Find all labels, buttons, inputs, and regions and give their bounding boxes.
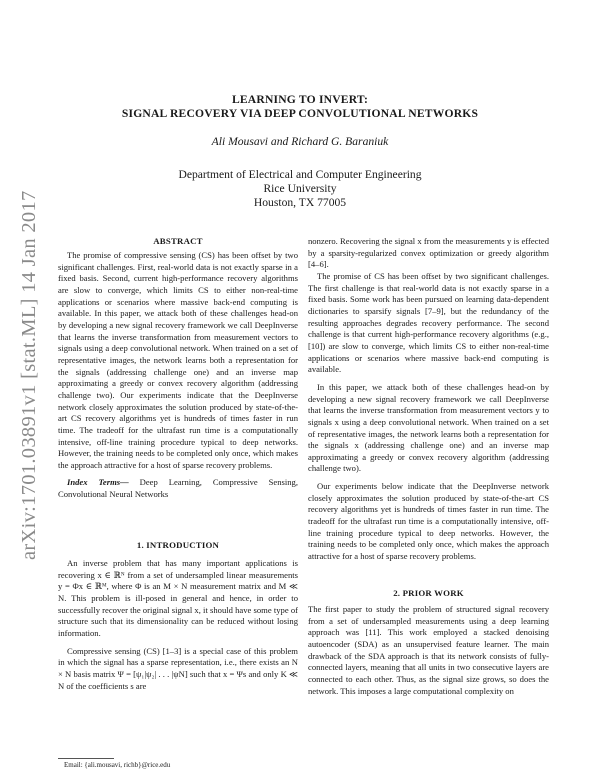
right-paragraph-this-paper: In this paper, we attack both of these challenges head-on by developing a new signal recovery framework we call DeepInverse that learns the inverse transformation from measurement vectors y to signals x using a deep convolutional network. When trained on a set of representative images, the network learns both a representation for the signals x (addressing challenge one) and an inverse map approximating a greedy or convex recovery algorithm (addressing challenge two). [308,381,549,474]
abstract-heading: ABSTRACT [153,236,203,246]
affiliation-city: Houston, TX 77005 [253,196,347,209]
introduction-body [58,558,298,692]
index-terms-text: Deep Learning, Compressive Sensing, Convolutional Neural Networks [58,477,299,500]
index-terms [58,477,298,500]
abstract-text: The promise of compressive sensing (CS) has been offset by two significant challenges. First, real-world data is not exactly sparse in a fixed basis. Second, current high-performance recovery algorithms are slow to converge, which limits CS to either non-real-time applications or scenarios where massive back-end computing is available. In this paper, we attack both of these challenges head-on by developing a new signal recovery framework we call DeepInverse that learns the inverse transformation from measurement vectors to signals using a deep convolutional network. When trained on a set of representative images, the network learns both a representation for the signals (addressing challenge one) and an inverse map approximating a greedy or convex recovery algorithm (addressing challenge two). Our experiments indicate that the DeepInverse network closely approximates the solution produced by state-of-the-art CS recovery algorithms yet is hundreds of times faster in run time. The tradeoff for the ultrafast run time is a computationally intensive, off-line training procedure typical to deep networks. However, the training needs to be completed only once, which makes the approach attractive for a host of sparse recovery problems. [58,250,298,470]
footnote-email: Email: {ali.mousavi, richb}@rice.edu [64,761,171,769]
prior-work-heading: 2. PRIOR WORK [393,588,464,598]
right-column [308,236,549,563]
intro-paragraph-1: An inverse problem that has many important applications is recovering x ∈ ℝᴺ from a set of undersampled linear measurements y = Φx ∈ ℝᴹ, where Φ is an M × N measurement matrix and M ≪ N. This problem is ill-posed in general and hence, in order to successfully recover the original signal x, it should have some type of structure such that its dimensionality can be reduced without losing information. [58,558,298,638]
index-terms-label: Index Terms— [67,477,129,488]
paper-title-line-1: LEARNING TO INVERT: [231,93,369,106]
prior-work-text: The first paper to study the problem of structured signal recovery from a set of undersampled measurements using a deep learning approach was [11]. This work employed a stacked denoising autoencoder (SDA) as an unsupervised feature learner. The main drawback of the SDA approach is that its network consists of fully-connected layers, meaning that all units in two consecutive layers are connected to each other. Thus, as the signal size grows, so does the network. This imposes a large computational complexity on [308,604,549,696]
intro-paragraph-2: Compressive sensing (CS) [1–3] is a special case of this problem in which the signal has a sparse representation, i.e., there exists an N × N basis matrix Ψ = [ψ₁|ψ₂| . . . |ψN] such that x = Ψs and only K ≪ N of the coefficients s are [58,645,298,691]
introduction-heading: 1. INTRODUCTION [136,540,220,550]
affiliation-university: Rice University [263,182,337,195]
left-column [58,250,298,501]
prior-work-body [308,604,549,697]
right-paragraph-continuation: nonzero. Recovering the signal x from the measurements y is effected by a sparsity-regularized convex optimization or greedy algorithm [4–6]. [308,236,549,270]
footnote-rule [58,758,114,759]
right-paragraph-experiments: Our experiments below indicate that the DeepInverse network closely approximates the solution produced by state-of-the-art CS recovery algorithms yet is hundreds of times faster in run time. The tradeoff for the ultrafast run time is a computationally intensive, off-line training procedure typical to deep networks. However, the training needs to be completed only once, which makes the approach attractive for a host of sparse recovery problems. [308,481,549,562]
right-paragraph-promise: The promise of CS has been offset by two significant challenges. The first challenge is that real-world data is not exactly sparse in a fixed basis. Some work has been pursued on learning data-dependent dictionaries to sparsify signals [7–9], but the redundancy of the resulting approaches degrades recovery performance. The second challenge is that current high-performance recovery algorithms (e.g., [10]) are slow to converge, which limits CS to either non-real-time applications or scenarios where massive back-end computing is available. [308,270,549,375]
paper-title-line-2: SIGNAL RECOVERY VIA DEEP CONVOLUTIONAL NETWORKS [121,107,479,120]
authors: Ali Mousavi and Richard G. Baraniuk [211,135,389,148]
arxiv-identifier: arXiv:1701.03891v1 [stat.ML] 14 Jan 2017 [18,190,40,560]
affiliation-department: Department of Electrical and Computer Engineering [178,168,422,181]
